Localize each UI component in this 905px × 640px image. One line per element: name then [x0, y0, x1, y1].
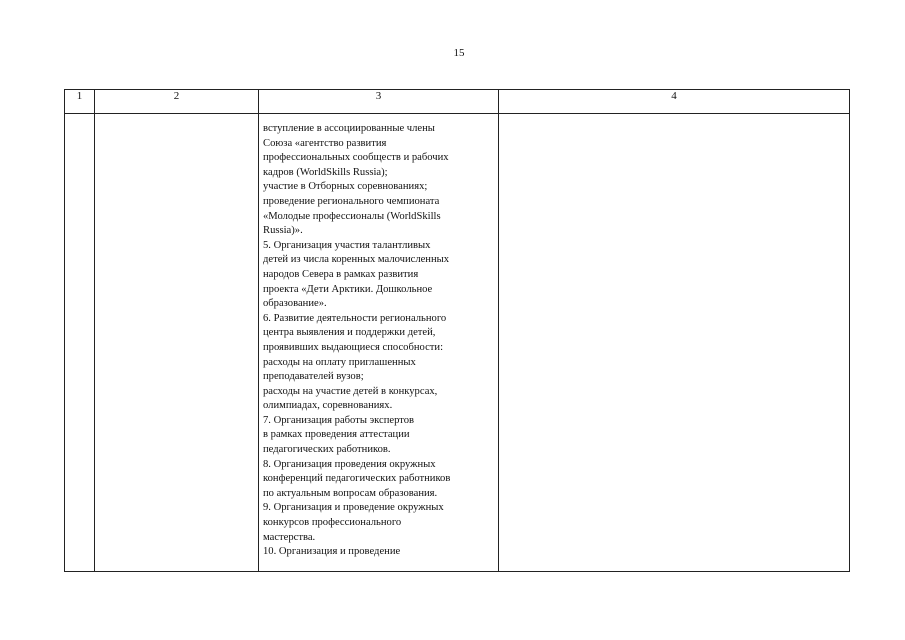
activity-line: 8. Организация проведения окружных	[263, 458, 436, 470]
activity-line: проекта «Дети Арктики. Дошкольное	[263, 283, 433, 295]
activity-line: расходы на оплату приглашенных	[263, 356, 416, 368]
activity-line: по актуальным вопросам образования.	[263, 487, 438, 499]
page-number: 15	[453, 47, 465, 59]
activity-line: 5. Организация участия талантливых	[263, 239, 431, 251]
activity-line: Союза «агентство развития	[263, 137, 387, 149]
activity-line: расходы на участие детей в конкурсах,	[263, 385, 438, 397]
activity-line: мастерства.	[263, 531, 316, 543]
activity-line: преподавателей вузов;	[263, 371, 364, 383]
activity-line: 6. Развитие деятельности регионального	[263, 312, 447, 324]
activity-line: детей из числа коренных малочисленных	[263, 254, 450, 266]
activity-line: Russia)».	[263, 225, 303, 237]
column-header-2: 2	[95, 90, 259, 114]
activity-line: образование».	[263, 298, 327, 310]
activity-line: народов Севера в рамках развития	[263, 268, 419, 280]
table-header-row	[65, 90, 850, 114]
table-row	[65, 114, 850, 572]
activity-line: проявивших выдающиеся способности:	[263, 341, 444, 353]
table-cell-col4	[499, 114, 850, 572]
activity-line: участие в Отборных соревнованиях;	[263, 181, 428, 193]
activity-line: олимпиадах, соревнованиях.	[263, 400, 393, 412]
column-header-4: 4	[499, 90, 850, 114]
activity-line: центра выявления и поддержки детей,	[263, 327, 436, 339]
table-cell-col3	[259, 114, 499, 572]
column-header-1: 1	[65, 90, 95, 114]
table-cell-col1	[65, 114, 95, 572]
document-table	[64, 89, 850, 572]
activity-line: кадров (WorldSkills Russia);	[263, 166, 388, 178]
activity-line: педагогических работников.	[263, 444, 391, 456]
table-cell-col2	[95, 114, 259, 572]
activity-line: 7. Организация работы экспертов	[263, 414, 415, 426]
activity-line: конкурсов профессионального	[263, 517, 402, 529]
activity-line: вступление в ассоциированные члены	[263, 123, 435, 134]
activity-line: 9. Организация и проведение окружных	[263, 502, 444, 514]
activity-line: конференций педагогических работников	[263, 473, 451, 485]
activity-line: в рамках проведения аттестации	[263, 429, 410, 441]
activity-list	[259, 114, 498, 560]
activity-line: «Молодые профессионалы (WorldSkills	[263, 210, 441, 222]
activity-line: профессиональных сообществ и рабочих	[263, 152, 449, 164]
column-header-3: 3	[259, 90, 499, 114]
activity-line: 10. Организация и проведение	[263, 546, 401, 558]
activity-line: проведение регионального чемпионата	[263, 195, 440, 207]
